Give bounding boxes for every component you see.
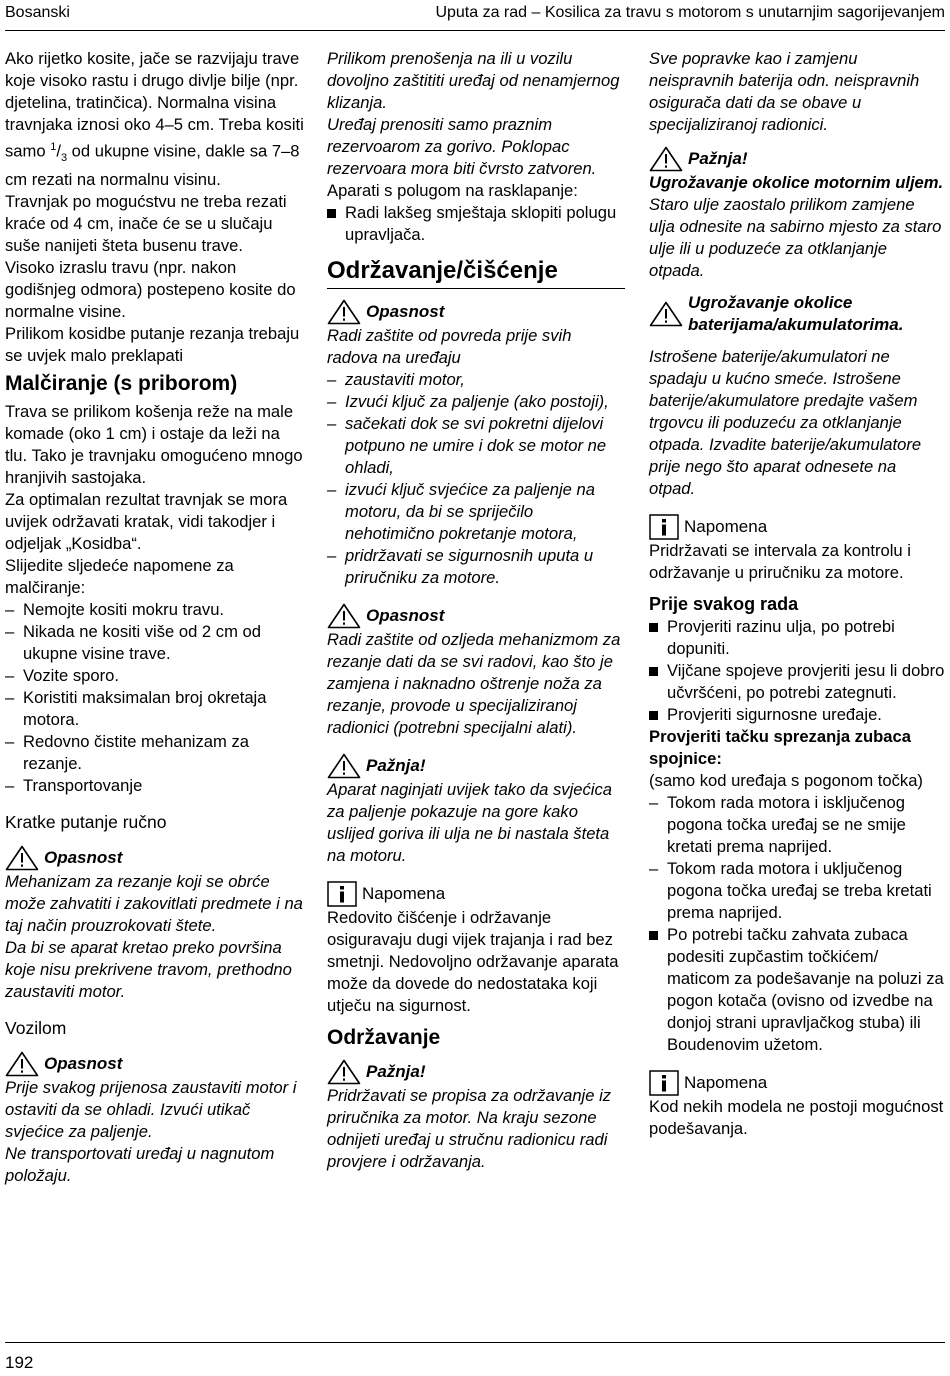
list-item: – Izvući ključ za paljenje (ako postoji),	[327, 391, 625, 413]
list-item: Provjeriti razinu ulja, po potrebi dopuniti.	[649, 616, 945, 660]
caution-1-text: Aparat naginjati uvijek tako da svjećica za paljenje pokazuje na gore kako uslijed goriva ili ulja ne bi nastala šteta na motoru.	[327, 780, 613, 865]
heading-clutch-point: Provjeriti tačku sprezanja zubaca spojnice:	[649, 727, 911, 768]
warning-triangle-icon	[5, 1051, 39, 1077]
heading-maintenance-cleaning: Održavanje/čišćenje	[327, 256, 625, 289]
caution-2: Pažnja!	[327, 1059, 625, 1085]
caution-3: Pažnja!	[649, 146, 945, 172]
footer-divider	[5, 1342, 945, 1343]
clutch-dash-list	[649, 792, 945, 924]
warning-triangle-icon	[649, 301, 683, 327]
list-item: – Tokom rada motora i isključenog pogona točka uređaj se ne smije kretati prema naprijed.	[649, 792, 945, 858]
transport-paragraph-1: Prilikom prenošenja na ili u vozilu dovoljno zaštititi uređaj od nenamjernog klizanja.	[327, 49, 620, 112]
mulch-paragraph-2: Za optimalan rezultat travnjak se mora uvijek održavati kratak, vidi takodjer i odjeljak „Kosidba“.	[5, 489, 288, 553]
info-i-icon	[327, 881, 357, 907]
transport-paragraph-2: Uređaj prenositi samo praznim rezervoarom za gorivo. Poklopac rezervoara mora biti čvrsto zatvoren.	[327, 115, 597, 178]
mulch-paragraph-1: Trava se prilikom košenja reže na male komade (oko 1 cm) i ostaje da leži na tlu. Tako je travnjaku omogućeno mnogo hranjivih sastojaka.	[5, 401, 303, 487]
battery-warning: Ugrožavanje okolice baterijama/akumulatorima.	[649, 292, 945, 336]
note-3: Napomena	[649, 1070, 945, 1096]
mulch-paragraph-3: Slijedite sljedeće napomene za malčiranje:	[5, 555, 234, 597]
list-item: – zaustaviti motor,	[327, 369, 625, 391]
warning-danger-4-text: Radi zaštite od ozljeda mehanizmom za rezanje dati da se svi radovi, kao što je zamjena i naknadno oštrenje noža za rezanje, provode u specijaliziranoj radionici (potrebni specijalni alati).	[327, 630, 621, 737]
heading-short-paths: Kratke putanje ručno	[5, 811, 167, 832]
list-item: – Redovno čistite mehanizam za rezanje.	[5, 731, 305, 775]
header-title: Uputa za rad – Kosilica za travu s motorom s unutarnjim sagorijevanjem	[435, 4, 945, 21]
list-item: – pridržavati se sigurnosnih uputa u priručniku za motore.	[327, 545, 625, 589]
list-item: Radi lakšeg smještaja sklopiti polugu upravljača.	[327, 202, 625, 246]
list-item: Vijčane spojeve provjeriti jesu li dobro učvršćeni, po potrebi zategnuti.	[649, 660, 945, 704]
warning-danger-4: Opasnost	[327, 603, 625, 629]
list-item: – Transportovanje	[5, 775, 305, 797]
list-item: – Nemojte kositi mokru travu.	[5, 599, 305, 621]
warning-danger-3-list	[327, 369, 625, 589]
list-item: – Tokom rada motora i uključenog pogona točka uređaj se treba kretati prema naprijed.	[649, 858, 945, 924]
info-i-icon	[649, 514, 679, 540]
mowing-paragraph-2: Travnjak po mogućstvu ne treba rezati kraće od 4 cm, inače će se u slučaju suše nanijeti šteta busenu trave.	[5, 191, 287, 255]
mowing-intro: Ako rijetko kosite, jače se razvijaju trave koje visoko rastu i drugo divlje bilje (npr. djetelina, tratinčica). Normalna visina travnjaka iznosi oko 4–5 cm. Treba kositi samo $^1/_3$ od ukupne visine, dakle sa 7–8 cm rezati na normalnu visinu.	[5, 49, 304, 189]
note-2: Napomena	[649, 514, 945, 540]
note-1: Napomena	[327, 881, 625, 907]
clutch-paragraph: (samo kod uređaja s pogonom točka)	[649, 771, 923, 790]
warning-danger-2-text: Prije svakog prijenosa zaustaviti motor i ostaviti da se ohladi. Izvući utikač svjećice za paljenje.	[5, 1077, 297, 1141]
caution-3-text: Staro ulje zaostalo prilikom zamjene ulja odnesite na sabirno mjesto za staro ulje ili u poduzeće za otklanjanje otpada.	[649, 195, 942, 280]
page-number: 192	[5, 1353, 34, 1372]
warning-danger-3: Opasnost	[327, 299, 625, 325]
list-item: – Vozite sporo.	[5, 665, 305, 687]
repair-paragraph: Sve popravke kao i zamjenu neispravnih baterija odn. neispravnih osigurača dati da se obave u specijaliziranoj radionici.	[649, 49, 920, 134]
warning-triangle-icon	[327, 753, 361, 779]
heading-vehicle: Vozilom	[5, 1017, 67, 1038]
note-2-text: Pridržavati se intervala za kontrolu i održavanje u priručniku za motore.	[649, 541, 911, 582]
mulch-list	[5, 599, 305, 797]
before-work-list	[649, 616, 945, 726]
column-1	[5, 48, 305, 1187]
warning-danger-1-text-2: Da bi se aparat kretao preko površina koje nisu prekrivene travom, prethodno zaustaviti motor.	[5, 937, 292, 1001]
list-item: – izvući ključ svjećice za paljenje na motoru, da bi se spriječilo nehotimično pokretanje motora,	[327, 479, 625, 545]
warning-triangle-icon	[327, 603, 361, 629]
warning-danger-3-text: Radi zaštite od povreda prije svih radova na uređaju	[327, 326, 572, 367]
warning-danger-2: Opasnost	[5, 1051, 305, 1077]
mowing-paragraph-3: Visoko izraslu travu (npr. nakon godišnjeg odmora) postepeno kosite do normalne visine.	[5, 257, 296, 321]
list-item: Po potrebi tačku zahvata zubaca podesiti zupčastim točkićem/ maticom za podešavanje na poluzi za pogon kotača (ovisno od izvedbe na donjoj strani upravljačkog stuba) ili Boudenovim užetom.	[649, 924, 945, 1056]
warning-triangle-icon	[327, 1059, 361, 1085]
warning-danger-1: Opasnost	[5, 845, 305, 871]
list-item: – Koristiti maksimalan broj okretaja motora.	[5, 687, 305, 731]
caution-2-text: Pridržavati se propisa za održavanje iz priručnika za motor. Na kraju sezone odnijeti uređaj u stručnu radionicu radi provjere i održavanja.	[327, 1086, 612, 1171]
column-2	[327, 48, 625, 1173]
battery-text: Istrošene baterije/akumulatori ne spadaju u kućno smeće. Istrošene baterije/akumulatore predajte vašem trgovcu ili poduzeću za otklanjanje otpada. Izvadite baterije/akumulatore prije nego što aparat odnesete na otpad.	[649, 347, 922, 498]
mowing-paragraph-4: Prilikom kosidbe putanje rezanja trebaju se uvjek malo preklapati	[5, 323, 300, 365]
note-1-text: Redovito čišćenje i održavanje osiguravaju dugi vijek trajanja i rad bez smetnji. Nedovoljno održavanje aparata može da dovede do nedostataka koji utječu na sigurnost.	[327, 908, 619, 1015]
warning-danger-1-text: Mehanizam za rezanje koji se obrće može zahvatiti i zakovitlati predmete i na taj način prouzrokovati štete.	[5, 871, 303, 935]
caution-3-subtitle: Ugrožavanje okolice motornim uljem.	[649, 173, 944, 192]
heading-before-work: Prije svakog rada	[649, 594, 799, 614]
warning-triangle-icon	[327, 299, 361, 325]
list-item: Provjeriti sigurnosne uređaje.	[649, 704, 945, 726]
column-3	[649, 48, 945, 1140]
clutch-square-list	[649, 924, 945, 1056]
warning-danger-2-text-2: Ne transportovati uređaj u nagnutom položaju.	[5, 1143, 275, 1185]
header-language: Bosanski	[5, 4, 70, 21]
list-item: – Nikada ne kositi više od 2 cm od ukupne visine trave.	[5, 621, 305, 665]
heading-maintenance: Održavanje	[327, 1026, 441, 1049]
caution-1: Pažnja!	[327, 753, 625, 779]
note-3-text: Kod nekih modela ne postoji mogućnost podešavanja.	[649, 1097, 944, 1138]
warning-triangle-icon	[5, 845, 39, 871]
fold-list	[327, 202, 625, 246]
heading-mulching: Malčiranje (s priborom)	[5, 371, 238, 395]
list-item: – sačekati dok se svi pokretni dijelovi potpuno ne umire i dok se motor ne ohladi,	[327, 413, 625, 479]
warning-triangle-icon	[649, 146, 683, 172]
fold-paragraph: Aparati s polugom na rasklapanje:	[327, 181, 578, 200]
page-header	[5, 0, 945, 31]
info-i-icon	[649, 1070, 679, 1096]
